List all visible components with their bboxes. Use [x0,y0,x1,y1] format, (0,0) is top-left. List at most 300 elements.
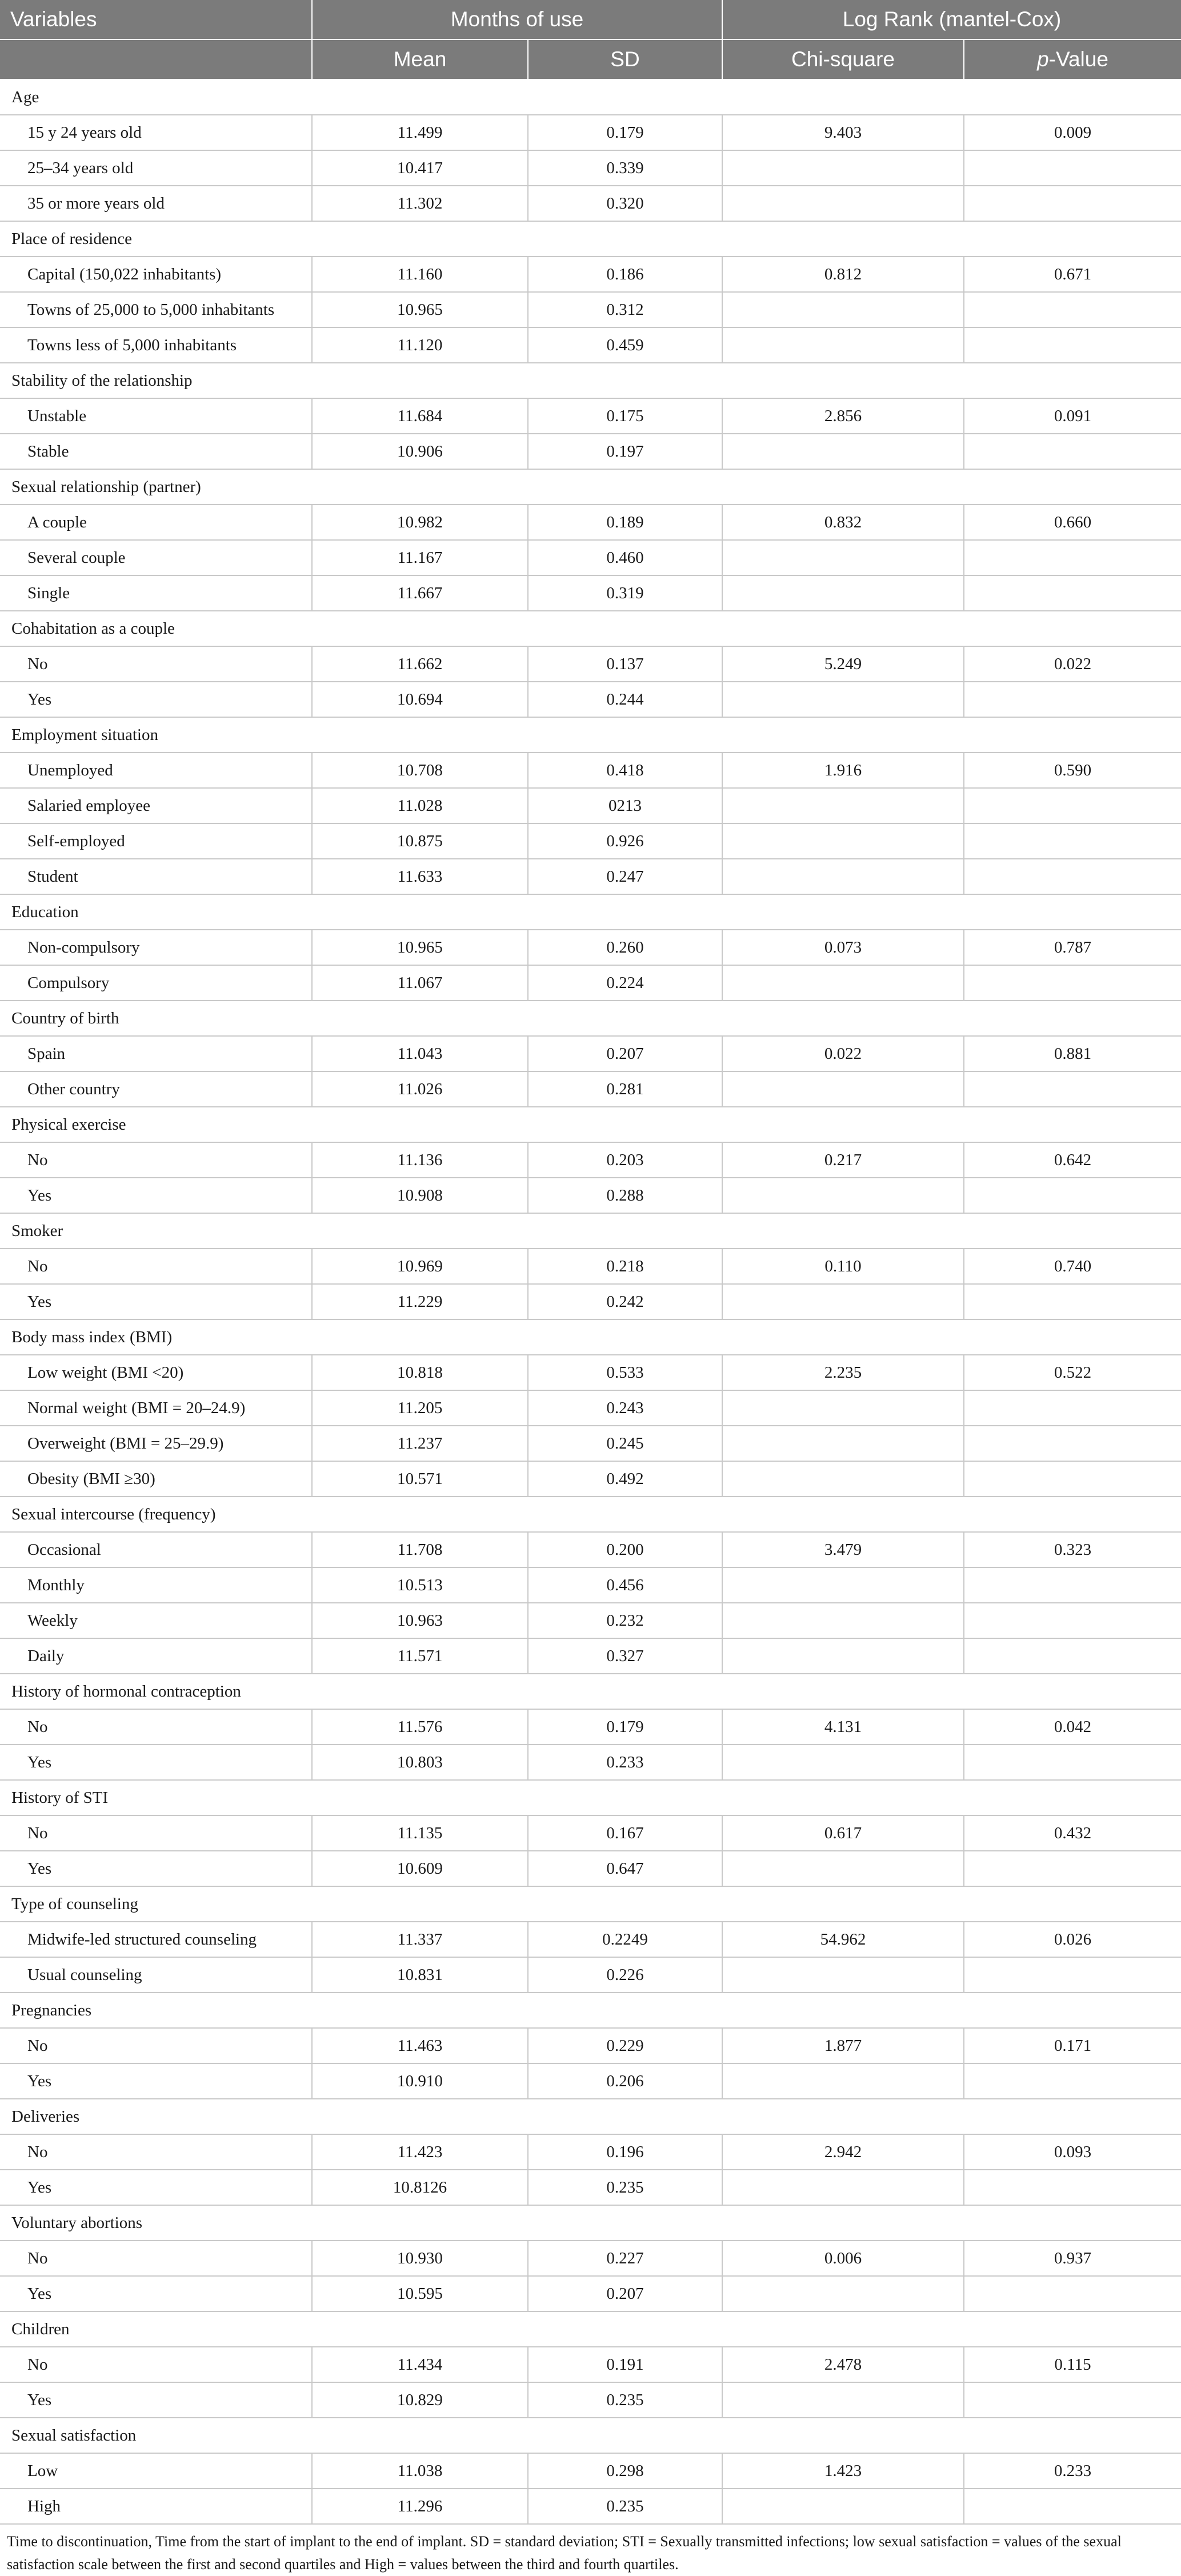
chi-square-cell: 0.022 [722,1036,964,1071]
p-value-cell: 0.093 [964,2134,1181,2170]
sd-cell: 0.224 [528,965,722,1001]
row-label: No [0,1249,312,1284]
mean-cell: 10.965 [312,930,528,965]
header-variables: Variables [0,0,312,39]
mean-cell: 10.963 [312,1603,528,1638]
header-mean: Mean [312,39,528,79]
group-label: Smoker [0,1213,1181,1249]
table-row [0,823,1181,859]
group-row [0,1319,1181,1355]
p-value-cell [964,859,1181,894]
table-row [0,2453,1181,2489]
sd-cell: 0.229 [528,2028,722,2063]
row-label: Non-compulsory [0,930,312,965]
p-value-cell [964,1745,1181,1780]
sd-cell: 0.2249 [528,1922,722,1957]
chi-square-cell [722,2170,964,2205]
sd-cell: 0.233 [528,1745,722,1780]
mean-cell: 11.160 [312,257,528,292]
mean-cell: 10.930 [312,2241,528,2276]
chi-square-cell: 2.942 [722,2134,964,2170]
p-value-cell [964,1603,1181,1638]
mean-cell: 11.026 [312,1071,528,1107]
chi-square-cell [722,434,964,469]
sd-cell: 0.203 [528,1142,722,1178]
chi-square-cell [722,1603,964,1638]
header-log-rank: Log Rank (mantel-Cox) [722,0,1181,39]
group-label: Type of counseling [0,1886,1181,1922]
group-label: Voluntary abortions [0,2205,1181,2241]
p-value-cell: 0.022 [964,646,1181,682]
p-value-cell [964,823,1181,859]
chi-square-cell: 0.073 [722,930,964,965]
table-row [0,434,1181,469]
table-row [0,788,1181,823]
mean-cell: 11.120 [312,327,528,363]
p-value-cell: 0.660 [964,505,1181,540]
row-label: Towns of 25,000 to 5,000 inhabitants [0,292,312,327]
sd-cell: 0.235 [528,2382,722,2418]
chi-square-cell [722,1957,964,1993]
sd-cell: 0.232 [528,1603,722,1638]
table-row [0,1142,1181,1178]
table-row [0,1567,1181,1603]
mean-cell: 10.513 [312,1567,528,1603]
header-p-italic: p [1037,47,1049,71]
chi-square-cell: 0.812 [722,257,964,292]
sd-cell: 0.179 [528,115,722,150]
table-row [0,1249,1181,1284]
row-label: Unemployed [0,753,312,788]
table-row [0,1426,1181,1461]
mean-cell: 11.463 [312,2028,528,2063]
p-value-cell [964,1284,1181,1319]
mean-cell: 11.633 [312,859,528,894]
table-row [0,115,1181,150]
chi-square-cell [722,823,964,859]
chi-square-cell [722,150,964,186]
row-label: Compulsory [0,965,312,1001]
sd-cell: 0.179 [528,1709,722,1745]
p-value-cell [964,1178,1181,1213]
mean-cell: 10.908 [312,1178,528,1213]
sd-cell: 0.926 [528,823,722,859]
chi-square-cell: 2.478 [722,2347,964,2382]
sd-cell: 0.227 [528,2241,722,2276]
chi-square-cell [722,2382,964,2418]
p-value-cell: 0.042 [964,1709,1181,1745]
mean-cell: 10.818 [312,1355,528,1390]
row-label: Normal weight (BMI = 20–24.9) [0,1390,312,1426]
group-row [0,1213,1181,1249]
p-value-cell: 0.671 [964,257,1181,292]
sd-cell: 0.189 [528,505,722,540]
chi-square-cell: 54.962 [722,1922,964,1957]
chi-square-cell: 2.235 [722,1355,964,1390]
mean-cell: 11.229 [312,1284,528,1319]
group-label: Education [0,894,1181,930]
p-value-cell [964,186,1181,221]
p-value-cell: 0.642 [964,1142,1181,1178]
mean-cell: 10.875 [312,823,528,859]
row-label: No [0,2347,312,2382]
mean-cell: 10.595 [312,2276,528,2311]
row-label: 35 or more years old [0,186,312,221]
mean-cell: 11.028 [312,788,528,823]
row-label: Low [0,2453,312,2489]
p-value-cell: 0.590 [964,753,1181,788]
chi-square-cell: 5.249 [722,646,964,682]
sd-cell: 0.327 [528,1638,722,1674]
group-label: Deliveries [0,2099,1181,2134]
mean-cell: 11.423 [312,2134,528,2170]
sd-cell: 0.456 [528,1567,722,1603]
mean-cell: 10.803 [312,1745,528,1780]
sd-cell: 0.137 [528,646,722,682]
p-value-cell [964,2063,1181,2099]
chi-square-cell: 0.110 [722,1249,964,1284]
group-row [0,1497,1181,1532]
sd-cell: 0.235 [528,2489,722,2524]
table-row [0,505,1181,540]
chi-square-cell [722,1745,964,1780]
chi-square-cell [722,292,964,327]
chi-square-cell: 9.403 [722,115,964,150]
table-row [0,1461,1181,1497]
p-value-cell: 0.009 [964,115,1181,150]
mean-cell: 10.694 [312,682,528,717]
p-value-cell: 0.091 [964,398,1181,434]
mean-cell: 11.337 [312,1922,528,1957]
mean-cell: 11.296 [312,2489,528,2524]
table-row [0,682,1181,717]
group-row [0,2311,1181,2347]
group-label: Pregnancies [0,1993,1181,2028]
row-label: No [0,646,312,682]
row-label: Stable [0,434,312,469]
sd-cell: 0.235 [528,2170,722,2205]
table-header [0,0,1181,79]
group-row [0,894,1181,930]
p-value-cell: 0.787 [964,930,1181,965]
sd-cell: 0.167 [528,1815,722,1851]
group-row [0,611,1181,646]
p-value-cell [964,2382,1181,2418]
chi-square-cell [722,2276,964,2311]
p-value-cell [964,1957,1181,1993]
header-row-1 [0,0,1181,39]
sd-cell: 0213 [528,788,722,823]
row-label: Yes [0,1745,312,1780]
chi-square-cell: 0.217 [722,1142,964,1178]
sd-cell: 0.319 [528,575,722,611]
table-row [0,646,1181,682]
p-value-cell [964,1390,1181,1426]
p-value-cell: 0.881 [964,1036,1181,1071]
table-row [0,2489,1181,2524]
sd-cell: 0.312 [528,292,722,327]
table-row [0,540,1181,575]
row-label: Monthly [0,1567,312,1603]
row-label: Unstable [0,398,312,434]
table-row [0,1745,1181,1780]
sd-cell: 0.196 [528,2134,722,2170]
header-p-value [964,39,1181,79]
table-footnote: Time to discontinuation, Time from the start of implant to the end of implant. SD = standard deviation; STI = Sexually transmitted infections; low sexual satisfaction = values of the sexual satisfaction scale between the first and second quartiles and High = values between the third and fourth quartiles. [7,2533,1122,2573]
sd-cell: 0.206 [528,2063,722,2099]
mean-cell: 11.067 [312,965,528,1001]
chi-square-cell [722,1567,964,1603]
sd-cell: 0.218 [528,1249,722,1284]
mean-cell: 10.417 [312,150,528,186]
group-row [0,1886,1181,1922]
p-value-cell [964,150,1181,186]
p-value-cell [964,788,1181,823]
chi-square-cell [722,1178,964,1213]
group-label: Cohabitation as a couple [0,611,1181,646]
sd-cell: 0.459 [528,327,722,363]
group-row [0,469,1181,505]
chi-square-cell [722,1284,964,1319]
p-value-cell [964,1071,1181,1107]
row-label: Salaried employee [0,788,312,823]
mean-cell: 11.167 [312,540,528,575]
mean-cell: 10.965 [312,292,528,327]
sd-cell: 0.320 [528,186,722,221]
p-value-cell: 0.233 [964,2453,1181,2489]
row-label: Towns less of 5,000 inhabitants [0,327,312,363]
p-value-cell [964,965,1181,1001]
table-row [0,859,1181,894]
row-label: Several couple [0,540,312,575]
p-value-cell [964,292,1181,327]
row-label: No [0,1142,312,1178]
table-row [0,292,1181,327]
p-value-cell: 0.171 [964,2028,1181,2063]
p-value-cell: 0.115 [964,2347,1181,2382]
chi-square-cell [722,540,964,575]
table-row [0,2241,1181,2276]
chi-square-cell [722,788,964,823]
sd-cell: 0.460 [528,540,722,575]
sd-cell: 0.281 [528,1071,722,1107]
chi-square-cell [722,1071,964,1107]
mean-cell: 11.136 [312,1142,528,1178]
row-label: Yes [0,2063,312,2099]
table-row [0,1709,1181,1745]
header-blank [0,39,312,79]
chi-square-cell [722,186,964,221]
chi-square-cell: 0.832 [722,505,964,540]
table-row [0,1638,1181,1674]
group-label: Children [0,2311,1181,2347]
p-value-cell [964,1426,1181,1461]
row-label: Usual counseling [0,1957,312,1993]
p-value-cell [964,2276,1181,2311]
group-row [0,1993,1181,2028]
row-label: Student [0,859,312,894]
row-label: 25–34 years old [0,150,312,186]
sd-cell: 0.288 [528,1178,722,1213]
mean-cell: 10.8126 [312,2170,528,2205]
table-row [0,2028,1181,2063]
row-label: Yes [0,2382,312,2418]
chi-square-cell [722,2063,964,2099]
row-label: No [0,2134,312,2170]
row-label: Weekly [0,1603,312,1638]
sd-cell: 0.533 [528,1355,722,1390]
sd-cell: 0.260 [528,930,722,965]
p-value-cell [964,327,1181,363]
row-label: Spain [0,1036,312,1071]
chi-square-cell [722,1461,964,1497]
sd-cell: 0.247 [528,859,722,894]
sd-cell: 0.242 [528,1284,722,1319]
table-row [0,2063,1181,2099]
group-label: History of hormonal contraception [0,1674,1181,1709]
sd-cell: 0.243 [528,1390,722,1426]
mean-cell: 10.831 [312,1957,528,1993]
row-label: Other country [0,1071,312,1107]
sd-cell: 0.647 [528,1851,722,1886]
mean-cell: 11.038 [312,2453,528,2489]
table-row [0,150,1181,186]
group-row [0,79,1181,115]
p-value-cell: 0.026 [964,1922,1181,1957]
group-row [0,221,1181,257]
group-row [0,2418,1181,2453]
p-value-cell [964,1851,1181,1886]
sd-cell: 0.339 [528,150,722,186]
p-value-cell [964,1638,1181,1674]
sd-cell: 0.298 [528,2453,722,2489]
mean-cell: 10.829 [312,2382,528,2418]
header-months-of-use: Months of use [312,0,722,39]
chi-square-cell: 0.006 [722,2241,964,2276]
row-label: Occasional [0,1532,312,1567]
table-row [0,327,1181,363]
row-label: Capital (150,022 inhabitants) [0,257,312,292]
mean-cell: 11.302 [312,186,528,221]
table-row [0,753,1181,788]
group-row [0,1107,1181,1142]
table-row [0,2347,1181,2382]
sd-cell: 0.207 [528,2276,722,2311]
row-label: Yes [0,2276,312,2311]
group-row [0,2099,1181,2134]
header-sd: SD [528,39,722,79]
sd-cell: 0.191 [528,2347,722,2382]
table-row [0,1390,1181,1426]
table-row [0,1071,1181,1107]
table-row [0,1036,1181,1071]
sd-cell: 0.175 [528,398,722,434]
chi-square-cell: 3.479 [722,1532,964,1567]
sd-cell: 0.244 [528,682,722,717]
table-row [0,1603,1181,1638]
p-value-cell: 0.937 [964,2241,1181,2276]
mean-cell: 11.434 [312,2347,528,2382]
table-row [0,930,1181,965]
table-row [0,575,1181,611]
p-value-cell [964,1567,1181,1603]
chi-square-cell: 0.617 [722,1815,964,1851]
chi-square-cell: 1.423 [722,2453,964,2489]
sd-cell: 0.197 [528,434,722,469]
chi-square-cell: 2.856 [722,398,964,434]
p-value-cell [964,434,1181,469]
mean-cell: 11.205 [312,1390,528,1426]
row-label: Yes [0,2170,312,2205]
table-row [0,1957,1181,1993]
sd-cell: 0.418 [528,753,722,788]
table-row [0,965,1181,1001]
group-label: Physical exercise [0,1107,1181,1142]
table-row [0,1178,1181,1213]
mean-cell: 10.982 [312,505,528,540]
table-row [0,1532,1181,1567]
table-row [0,1922,1181,1957]
p-value-cell [964,2489,1181,2524]
p-value-cell [964,540,1181,575]
chi-square-cell [722,327,964,363]
sd-cell: 0.207 [528,1036,722,1071]
group-row [0,2205,1181,2241]
sd-cell: 0.186 [528,257,722,292]
chi-square-cell [722,1426,964,1461]
mean-cell: 10.571 [312,1461,528,1497]
row-label: No [0,1709,312,1745]
mean-cell: 10.969 [312,1249,528,1284]
table-row [0,2170,1181,2205]
sd-cell: 0.200 [528,1532,722,1567]
p-value-cell [964,682,1181,717]
group-label: Body mass index (BMI) [0,1319,1181,1355]
header-chi-square: Chi-square [722,39,964,79]
mean-cell: 11.499 [312,115,528,150]
group-label: Place of residence [0,221,1181,257]
header-p-suffix: -Value [1048,47,1108,71]
p-value-cell [964,2170,1181,2205]
chi-square-cell [722,1638,964,1674]
row-label: Single [0,575,312,611]
row-label: 15 y 24 years old [0,115,312,150]
chi-square-cell: 1.877 [722,2028,964,2063]
chi-square-cell: 1.916 [722,753,964,788]
row-label: Midwife-led structured counseling [0,1922,312,1957]
row-label: Yes [0,1178,312,1213]
row-label: Obesity (BMI ≥30) [0,1461,312,1497]
header-row-2 [0,39,1181,79]
table-row [0,257,1181,292]
group-label: Country of birth [0,1001,1181,1036]
row-label: Yes [0,1851,312,1886]
mean-cell: 11.571 [312,1638,528,1674]
chi-square-cell: 4.131 [722,1709,964,1745]
mean-cell: 11.576 [312,1709,528,1745]
mean-cell: 11.043 [312,1036,528,1071]
chi-square-cell [722,682,964,717]
p-value-cell [964,575,1181,611]
sd-cell: 0.245 [528,1426,722,1461]
group-row [0,1780,1181,1815]
table-row [0,2276,1181,2311]
table-row [0,1355,1181,1390]
row-label: No [0,2241,312,2276]
group-label: Sexual intercourse (frequency) [0,1497,1181,1532]
mean-cell: 11.667 [312,575,528,611]
group-row [0,363,1181,398]
